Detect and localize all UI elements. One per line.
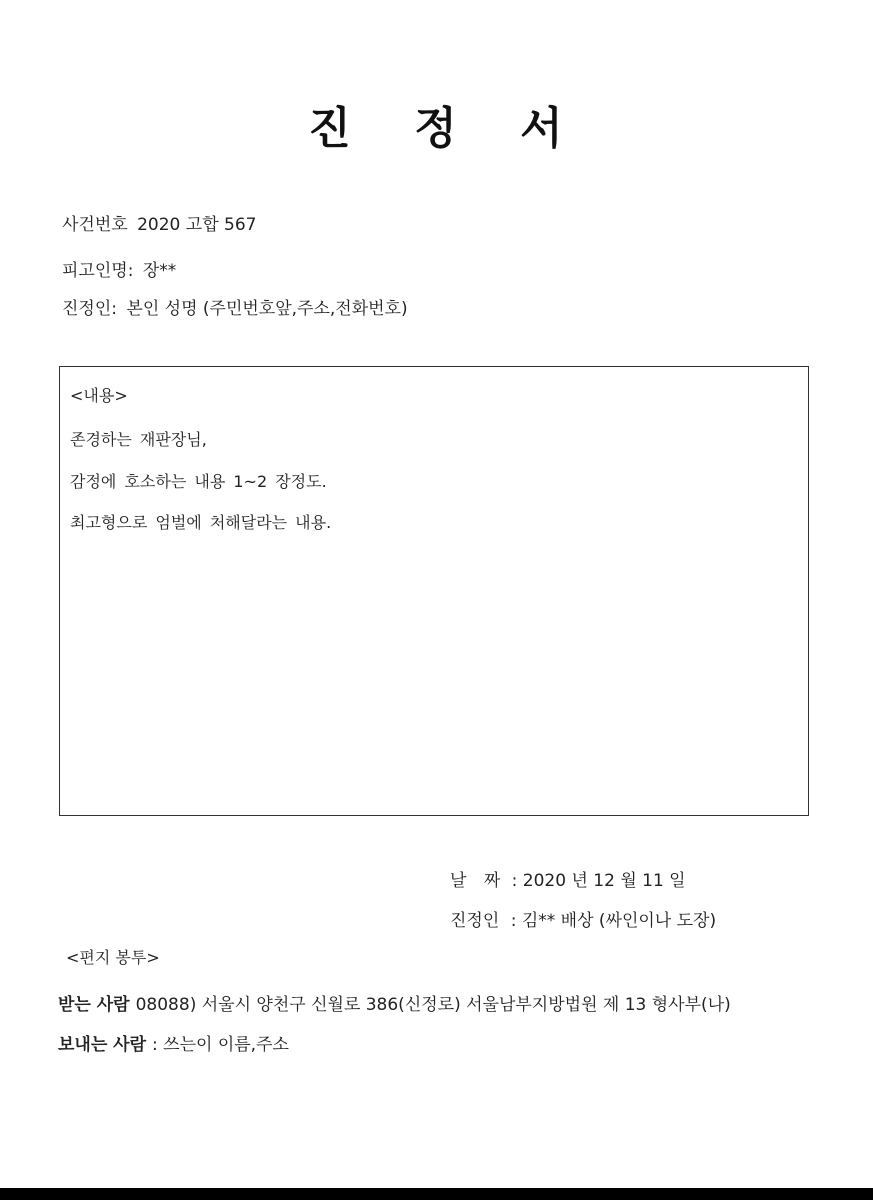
content-line: 존경하는 재판장님, — [70, 430, 207, 449]
envelope-header: <편지 봉투> — [66, 948, 160, 967]
content-line: 감정에 호소하는 내용 1~2 장정도. — [70, 472, 327, 491]
petitioner-line — [62, 294, 408, 319]
defendant-value: 장** — [142, 261, 177, 281]
date-line — [450, 866, 686, 891]
case-number-line — [62, 210, 256, 235]
date-label: 날 짜 — [450, 871, 501, 891]
defendant-line — [62, 256, 176, 281]
case-number-label: 사건번호 — [62, 215, 128, 235]
content-box — [59, 366, 809, 816]
receiver-address: 08088) 서울시 양천구 신월로 386(신정로) 서울남부지방법원 제 13 형사부(나) — [135, 995, 731, 1015]
case-number-value: 2020 고합 567 — [137, 215, 257, 235]
signer-value: : 김** 배상 (싸인이나 도장) — [510, 911, 717, 931]
signer-label: 진정인 — [450, 911, 500, 931]
sender-label: 보내는 사람 — [58, 1035, 147, 1055]
date-value: : 2020 년 12 월 11 일 — [511, 871, 686, 891]
sender-value: : 쓰는이 이름,주소 — [152, 1035, 289, 1055]
document-title: 진 정 서 — [308, 103, 565, 154]
bottom-bar — [0, 1188, 873, 1200]
content-line: 최고형으로 엄벌에 처해달라는 내용. — [70, 513, 332, 532]
petitioner-value: 본인 성명 (주민번호앞,주소,전화번호) — [126, 299, 408, 319]
signer-line — [450, 906, 716, 931]
receiver-label: 받는 사람 — [58, 995, 130, 1015]
defendant-label: 피고인명: — [62, 261, 134, 281]
receiver-line — [58, 990, 731, 1015]
sender-line — [58, 1030, 289, 1055]
content-header: <내용> — [70, 386, 128, 405]
petitioner-label: 진정인: — [62, 299, 117, 319]
